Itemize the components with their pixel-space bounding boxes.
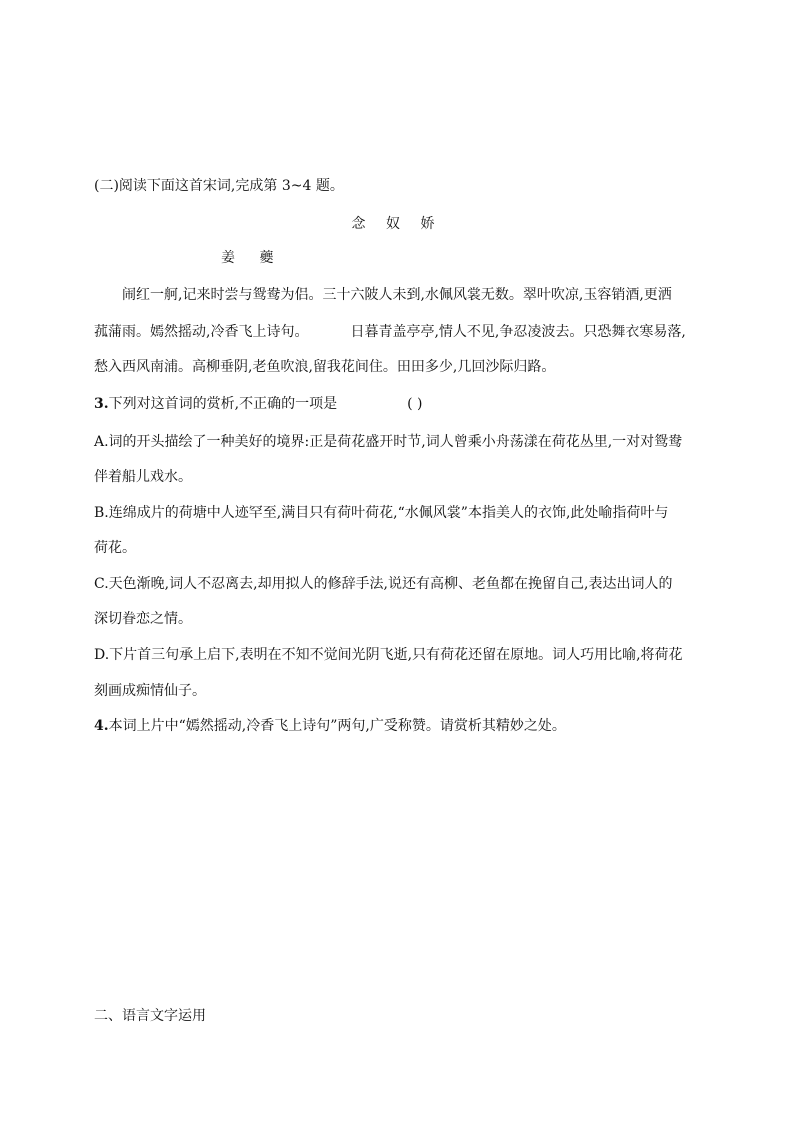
- poem-title: 念 奴 娇: [351, 216, 443, 232]
- section-2-heading: 二、语言文字运用: [94, 1008, 206, 1024]
- answer-paren: ( ): [407, 396, 423, 412]
- option-c-line-1: C.天色渐晚,词人不忍离去,却用拟人的修辞手法,说还有高柳、老鱼都在挽留自己,表达出词人的: [94, 576, 673, 592]
- question-4: [94, 716, 566, 736]
- option-b-line-1: B.连绵成片的荷塘中人迹罕至,满目只有荷叶荷花,“水佩风裳”本指美人的衣饰,此处喻指荷叶与: [94, 505, 669, 521]
- question-4-text: 本词上片中“嫣然摇动,冷香飞上诗句”两句,广受称赞。请赏析其精妙之处。: [108, 718, 566, 734]
- option-d-line-1: D.下片首三句承上启下,表明在不知不觉间光阴飞逝,只有荷花还留在原地。词人巧用比喻,将荷花: [94, 647, 683, 663]
- question-3-stem: [94, 394, 422, 414]
- poem-line-2b: 日暮青盖亭亭,情人不见,争忍凌波去。只恐舞衣寒易落,: [350, 324, 686, 340]
- option-b-line-2: 荷花。: [94, 540, 136, 556]
- option-a-line-2: 伴着船儿戏水。: [94, 469, 192, 485]
- poem-line-2: [94, 322, 686, 342]
- poem-line-3: 愁入西风南浦。高柳垂阴,老鱼吹浪,留我花间住。田田多少,几回沙际归路。: [94, 359, 556, 375]
- poem-line-1: 闹红一舸,记来时尝与鸳鸯为侣。三十六陂人未到,水佩风裳无数。翠叶吹凉,玉容销酒,更洒: [122, 287, 672, 303]
- question-3-text: 下列对这首词的赏析,不正确的一项是: [108, 396, 338, 412]
- section-intro: (二)阅读下面这首宋词,完成第 3~4 题。: [94, 178, 344, 194]
- poem-line-2a: 菰蒲雨。嫣然摇动,冷香飞上诗句。: [94, 324, 309, 340]
- option-d-line-2: 刻画成痴情仙子。: [94, 683, 206, 699]
- poem-author: 姜 夔: [221, 250, 284, 266]
- option-a-line-1: A.词的开头描绘了一种美好的境界:正是荷花盛开时节,词人曾乘小舟荡漾在荷花丛里,一对对鸳鸯: [94, 434, 683, 450]
- question-3-number: 3.: [94, 396, 109, 412]
- question-4-number: 4.: [94, 718, 109, 734]
- option-c-line-2: 深切眷恋之情。: [94, 611, 192, 627]
